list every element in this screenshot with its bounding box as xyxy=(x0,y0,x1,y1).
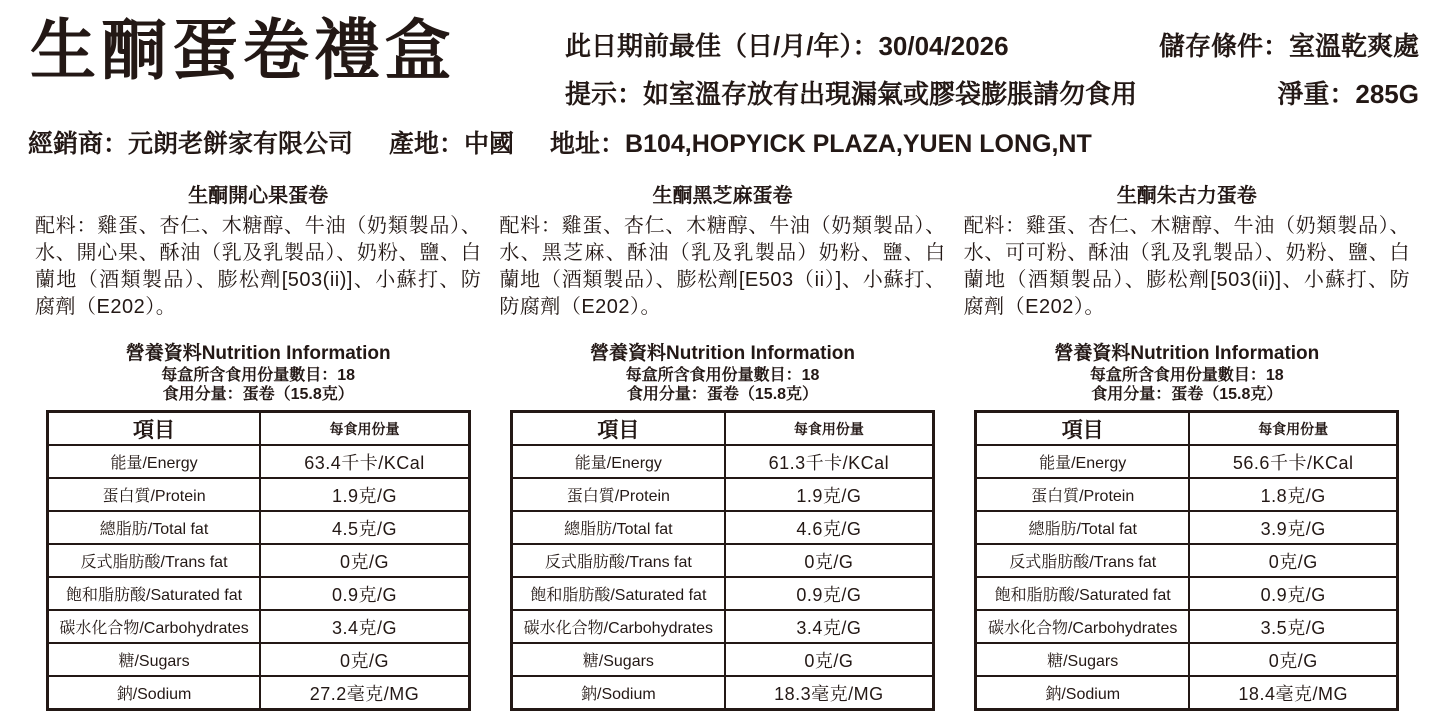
nutrition-title: 營養資料Nutrition Information xyxy=(1054,343,1320,364)
nutrient-value: 61.3千卡/KCal xyxy=(725,445,934,478)
nutrition-table xyxy=(46,410,471,711)
product-columns xyxy=(35,183,1410,711)
table-row xyxy=(511,511,933,544)
product-title: 生酮蛋卷禮盒 xyxy=(30,13,456,87)
table-header-row xyxy=(976,412,1398,446)
nutrient-label: 反式脂肪酸/Trans fat xyxy=(511,544,724,577)
table-row xyxy=(511,478,933,511)
nutrient-label: 總脂肪/Total fat xyxy=(511,511,724,544)
table-row xyxy=(47,610,469,643)
nutrient-label: 鈉/Sodium xyxy=(511,676,724,710)
table-row xyxy=(511,544,933,577)
servings-per-box: 每盒所含食用份量數目：18 xyxy=(1089,367,1284,384)
servings-per-box: 每盒所含食用份量數目：18 xyxy=(161,367,356,384)
col-header-item: 項目 xyxy=(511,412,724,446)
table-row xyxy=(47,478,469,511)
nutrient-value: 0.9克/G xyxy=(1189,577,1398,610)
table-row xyxy=(976,676,1398,710)
table-header-row xyxy=(511,412,933,446)
nutrient-value: 3.4克/G xyxy=(260,610,469,643)
col-header-per-serving: 每食用份量 xyxy=(260,412,469,446)
table-row xyxy=(976,445,1398,478)
nutrient-value: 1.8克/G xyxy=(1189,478,1398,511)
product-column-black-sesame xyxy=(499,183,945,711)
table-row xyxy=(511,445,933,478)
nutrient-label: 鈉/Sodium xyxy=(47,676,260,710)
table-row xyxy=(47,445,469,478)
usage-warning: 提示：如室溫存放有出現漏氣或膠袋膨脹請勿食用 xyxy=(565,79,1138,109)
ingredients-text: 配料：雞蛋、杏仁、木糖醇、牛油（奶類製品）、水、黑芝麻、酥油（乳及乳製品）奶粉、鹽、白蘭地（酒類製品）、膨松劑[E503（ii）]、小蘇打、防腐劑（E202）。 xyxy=(499,215,946,318)
table-row xyxy=(47,511,469,544)
best-before-date: 此日期前最佳（日/月/年）：30/04/2026 xyxy=(565,31,1009,61)
serving-size: 食用分量：蛋卷（15.8克） xyxy=(162,386,354,403)
nutrient-label: 碳水化合物/Carbohydrates xyxy=(976,610,1189,643)
nutrient-label: 飽和脂肪酸/Saturated fat xyxy=(976,577,1189,610)
product-column-pistachio xyxy=(35,183,481,711)
col-header-per-serving: 每食用份量 xyxy=(725,412,934,446)
nutrient-value: 3.5克/G xyxy=(1189,610,1398,643)
table-row xyxy=(976,577,1398,610)
distributor-row xyxy=(28,124,1092,160)
nutrient-value: 1.9克/G xyxy=(260,478,469,511)
nutrient-label: 糖/Sugars xyxy=(47,643,260,676)
nutrient-value: 18.3毫克/MG xyxy=(725,676,934,710)
nutrient-label: 蛋白質/Protein xyxy=(47,478,260,511)
address: 地址：B104,HOPYICK PLAZA,YUEN LONG,NT xyxy=(550,130,1092,158)
distributor: 經銷商：元朗老餅家有限公司 xyxy=(28,130,354,158)
nutrient-label: 能量/Energy xyxy=(511,445,724,478)
nutrient-value: 3.4克/G xyxy=(725,610,934,643)
product-name: 生酮黑芝麻蛋卷 xyxy=(652,185,793,207)
nutrition-title: 營養資料Nutrition Information xyxy=(125,343,391,364)
table-row xyxy=(511,676,933,710)
nutrient-value: 0.9克/G xyxy=(725,577,934,610)
nutrient-label: 鈉/Sodium xyxy=(976,676,1189,710)
nutrient-label: 碳水化合物/Carbohydrates xyxy=(47,610,260,643)
storage-conditions: 儲存條件：室溫乾爽處 xyxy=(1158,31,1419,61)
table-row xyxy=(511,577,933,610)
nutrition-table xyxy=(510,410,935,711)
nutrient-label: 糖/Sugars xyxy=(511,643,724,676)
product-column-chocolate xyxy=(964,183,1410,711)
nutrient-value: 4.6克/G xyxy=(725,511,934,544)
table-row xyxy=(47,544,469,577)
table-row xyxy=(976,610,1398,643)
nutrient-label: 飽和脂肪酸/Saturated fat xyxy=(47,577,260,610)
nutrient-label: 總脂肪/Total fat xyxy=(47,511,260,544)
table-row xyxy=(511,610,933,643)
nutrient-value: 0克/G xyxy=(725,643,934,676)
nutrient-label: 能量/Energy xyxy=(47,445,260,478)
nutrient-label: 蛋白質/Protein xyxy=(511,478,724,511)
col-header-per-serving: 每食用份量 xyxy=(1189,412,1398,446)
nutrition-table xyxy=(974,410,1399,711)
net-weight: 淨重：285G xyxy=(1277,79,1419,109)
nutrient-value: 0克/G xyxy=(260,544,469,577)
nutrient-label: 能量/Energy xyxy=(976,445,1189,478)
nutrient-value: 56.6千卡/KCal xyxy=(1189,445,1398,478)
table-row xyxy=(511,643,933,676)
nutrient-value: 1.9克/G xyxy=(725,478,934,511)
nutrient-label: 糖/Sugars xyxy=(976,643,1189,676)
nutrient-value: 18.4毫克/MG xyxy=(1189,676,1398,710)
nutrient-value: 3.9克/G xyxy=(1189,511,1398,544)
table-header-row xyxy=(47,412,469,446)
servings-per-box: 每盒所含食用份量數目：18 xyxy=(625,367,820,384)
nutrient-label: 反式脂肪酸/Trans fat xyxy=(47,544,260,577)
nutrient-label: 反式脂肪酸/Trans fat xyxy=(976,544,1189,577)
nutrient-value: 27.2毫克/MG xyxy=(260,676,469,710)
ingredients-text: 配料：雞蛋、杏仁、木糖醇、牛油（奶類製品）、水、開心果、酥油（乳及乳製品）、奶粉、鹽、白蘭地（酒類製品）、膨松劑[503(ii)]、小蘇打、防腐劑（E202）。 xyxy=(35,215,482,318)
product-name: 生酮開心果蛋卷 xyxy=(188,185,329,207)
table-row xyxy=(47,676,469,710)
table-row xyxy=(976,478,1398,511)
ingredients-text: 配料：雞蛋、杏仁、木糖醇、牛油（奶類製品）、水、可可粉、酥油（乳及乳製品）、奶粉、鹽、白蘭地（酒類製品）、膨松劑[503(ii)]、小蘇打、防腐劑（E202）。 xyxy=(963,215,1410,318)
nutrient-value: 0克/G xyxy=(725,544,934,577)
origin: 產地：中國 xyxy=(389,130,515,158)
col-header-item: 項目 xyxy=(976,412,1189,446)
table-row xyxy=(976,511,1398,544)
serving-size: 食用分量：蛋卷（15.8克） xyxy=(626,386,819,403)
table-row xyxy=(976,643,1398,676)
nutrient-value: 4.5克/G xyxy=(260,511,469,544)
table-row xyxy=(47,577,469,610)
nutrient-value: 0克/G xyxy=(260,643,469,676)
nutrient-label: 總脂肪/Total fat xyxy=(976,511,1189,544)
nutrient-value: 0.9克/G xyxy=(260,577,469,610)
nutrient-label: 飽和脂肪酸/Saturated fat xyxy=(511,577,724,610)
nutrient-label: 碳水化合物/Carbohydrates xyxy=(511,610,724,643)
nutrient-value: 0克/G xyxy=(1189,544,1398,577)
table-row xyxy=(47,643,469,676)
table-row xyxy=(976,544,1398,577)
nutrient-label: 蛋白質/Protein xyxy=(976,478,1189,511)
nutrition-title: 營養資料Nutrition Information xyxy=(590,343,855,364)
nutrient-value: 63.4千卡/KCal xyxy=(260,445,469,478)
col-header-item: 項目 xyxy=(47,412,260,446)
serving-size: 食用分量：蛋卷（15.8克） xyxy=(1091,386,1283,403)
nutrient-value: 0克/G xyxy=(1189,643,1398,676)
product-name: 生酮朱古力蛋卷 xyxy=(1116,185,1257,207)
